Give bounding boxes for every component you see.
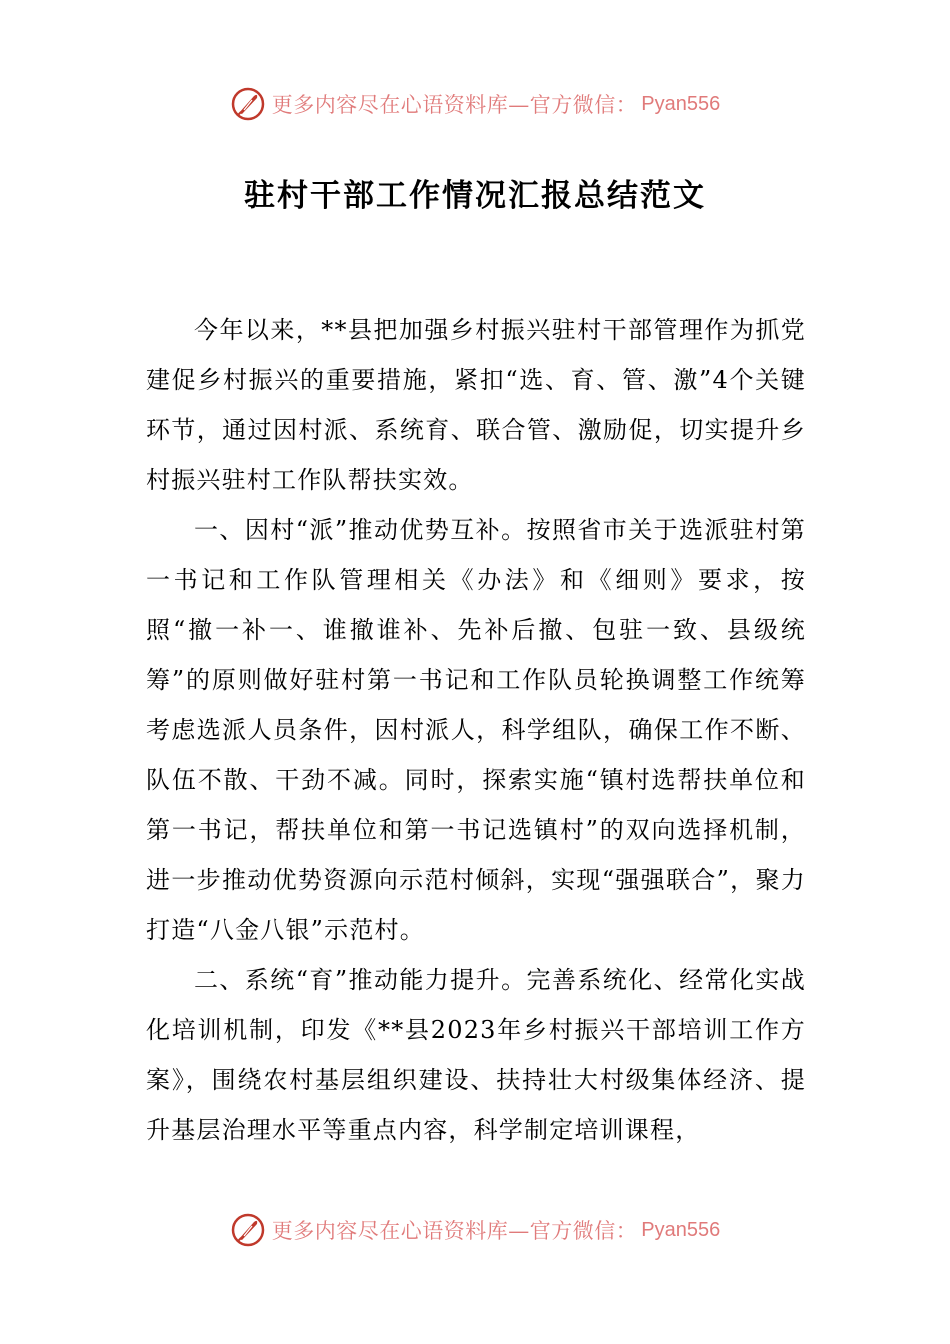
footer-banner <box>0 1206 950 1254</box>
document-title: 驻村干部工作情况汇报总结范文 <box>244 178 706 214</box>
quill-pen-logo-icon <box>230 1212 266 1248</box>
quill-pen-logo-icon <box>230 86 266 122</box>
banner-wechat-id: Pyan556 <box>641 1218 721 1241</box>
paragraph-intro: 今年以来，**县把加强乡村振兴驻村干部管理作为抓党建促乡村振兴的重要措施，紧扣“选、育、管、激”4个关键环节，通过因村派、系统育、联合管、激励促，切实提升乡村振兴驻村工作队帮扶实效。 <box>146 316 806 494</box>
banner-text: 更多内容尽在心语资料库—官方微信： <box>271 93 638 117</box>
paragraph-section-1: 一、因村“派”推动优势互补。按照省市关于选派驻村第一书记和工作队管理相关《办法》和《细则》要求，按照“撤一补一、谁撤谁补、先补后撤、包驻一致、县级统筹”的原则做好驻村第一书记和工作队员轮换调整工作统筹考虑选派人员条件，因村派人，科学组队，确保工作不断、队伍不散、干劲不减。同时，探索实施“镇村选帮扶单位和第一书记，帮扶单位和第一书记选镇村”的双向选择机制，进一步推动优势资源向示范村倾斜，实现“强强联合”，聚力打造“八金八银”示范村。 <box>146 516 806 944</box>
banner-text: 更多内容尽在心语资料库—官方微信： <box>271 1219 638 1243</box>
header-banner <box>0 80 950 128</box>
banner-wechat-id: Pyan556 <box>641 92 721 115</box>
paragraph-section-2: 二、系统“育”推动能力提升。完善系统化、经常化实战化培训机制，印发《**县2023年乡村振兴干部培训工作方案》，围绕农村基层组织建设、扶持壮大村级集体经济、提升基层治理水平等重点内容，科学制定培训课程， <box>146 966 806 1144</box>
document-body <box>146 305 806 1155</box>
